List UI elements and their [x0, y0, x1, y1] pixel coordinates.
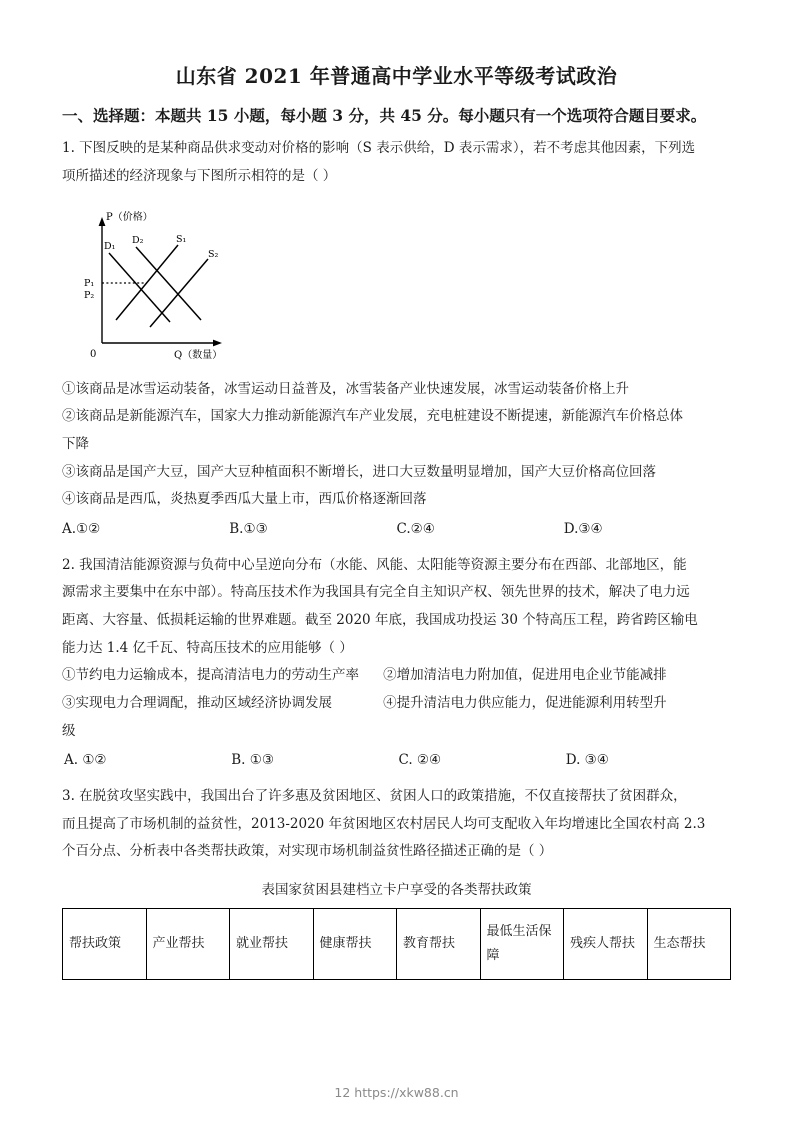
question-1-option-3: ③该商品是国产大豆，国产大豆种植面积不断增长，进口大豆数量明显增加，国产大豆价格高位回落	[62, 463, 656, 480]
question-2-stem-line-2: 源需求主要集中在东中部）。特高压技术作为我国具有完全自主知识产权、领先世界的技术，解决了电力远	[62, 584, 690, 601]
table-cell-industry: 产业帮扶	[146, 909, 230, 980]
question-1-stem-line-1: 1. 下图反映的是某种商品供求变动对价格的影响（S 表示供给，D 表示需求），若不考虑其他因素，下列选	[62, 140, 696, 157]
question-1-choice-c[interactable]: C.②④	[396, 520, 435, 537]
table-cell-disability: 残疾人帮扶	[564, 909, 648, 980]
supply-demand-svg	[62, 207, 322, 367]
question-1-choice-d[interactable]: D.③④	[563, 520, 603, 537]
question-2-choice-a[interactable]: A. ①②	[64, 752, 107, 769]
question-3-stem-line-2: 而且提高了市场机制的益贫性，2013-2020 年贫困地区农村居民人均可支配收入年均增速比全国农村高 2.3	[62, 815, 706, 832]
question-2-options-row-1	[62, 662, 731, 690]
question-3-stem-line-1: 3. 在脱贫攻坚实践中，我国出台了许多惠及贫困地区、贫困人口的政策措施，不仅直接帮扶了贫困群众，	[62, 788, 687, 804]
supply-demand-figure	[62, 207, 731, 372]
question-2	[62, 552, 731, 775]
section-heading: 一、选择题：本题共 15 小题，每小题 3 分，共 45 分。每小题只有一个选项符合题目要求。	[62, 106, 707, 125]
table-row	[63, 909, 731, 980]
question-2-stem-line-4: 能力达 1.4 亿千瓦、特高压技术的应用能够（ ）	[62, 639, 353, 656]
table-cell-employment: 就业帮扶	[230, 909, 314, 980]
question-2-option-2: ②增加清洁电力附加值，促进用电企业节能减排	[383, 667, 667, 684]
question-1-option-1: ①该商品是冰雪运动装备，冰雪运动日益普及，冰雪装备产业快速发展，冰雪运动装备价格上升	[62, 380, 629, 397]
question-2-option-3: ③实现电力合理调配，推动区域经济协调发展	[62, 694, 332, 711]
table-cell-education: 教育帮扶	[397, 909, 481, 980]
question-1	[62, 135, 731, 543]
question-2-choice-b[interactable]: B. ①③	[231, 752, 274, 769]
question-1-option-2-cont: 下降	[62, 435, 89, 452]
question-1-option-2: ②该商品是新能源汽车，国家大力推动新能源汽车产业发展，充电桩建设不断提速，新能源汽车价格总体	[62, 408, 683, 425]
svg-text:S₂: S₂	[208, 248, 219, 260]
svg-text:S₁: S₁	[176, 233, 187, 245]
question-2-options-row-2	[62, 690, 731, 718]
svg-text:Q（数量）: Q（数量）	[174, 349, 223, 361]
question-2-option-4: ④提升清洁电力供应能力，促进能源利用转型升	[383, 694, 667, 711]
question-2-choice-c[interactable]: C. ②④	[398, 752, 442, 769]
question-1-stem-line-2: 项所描述的经济现象与下图所示相符的是（ ）	[62, 167, 337, 184]
question-1-options	[62, 376, 731, 514]
question-1-choices	[62, 516, 731, 544]
footer-watermark: 12 https://xkw88.cn	[334, 1085, 459, 1100]
question-3	[62, 783, 731, 980]
table-cell-minimum-living: 最低生活保障	[480, 909, 564, 980]
table-caption: 表国家贫困县建档立卡户享受的各类帮扶政策	[261, 882, 532, 899]
question-2-choices	[62, 747, 731, 775]
page-content	[0, 135, 793, 980]
question-2-option-1: ①节约电力运输成本，提高清洁电力的劳动生产率	[62, 667, 359, 684]
svg-text:P（价格）: P（价格）	[106, 211, 153, 223]
table-cell-health: 健康帮扶	[313, 909, 397, 980]
table-cell-ecology: 生态帮扶	[647, 909, 731, 980]
svg-text:P₂: P₂	[84, 289, 95, 301]
question-2-option-4-cont: 级	[62, 722, 76, 739]
question-2-stem-line-3: 距离、大容量、低损耗运输的世界难题。截至 2020 年底，我国成功投运 30 个特高压工程，跨省跨区输电	[62, 611, 698, 628]
table-cell-policy-label: 帮扶政策	[63, 909, 147, 980]
page-title: 山东省 2021 年普通高中学业水平等级考试政治	[175, 64, 618, 88]
question-1-choice-a[interactable]: A.①②	[62, 520, 101, 537]
svg-text:0: 0	[90, 348, 97, 360]
question-3-stem-line-3: 个百分点、分析表中各类帮扶政策，对实现市场机制益贫性路径描述正确的是（ ）	[62, 843, 553, 860]
question-1-option-4: ④该商品是西瓜，炎热夏季西瓜大量上市，西瓜价格逐渐回落	[62, 491, 427, 508]
svg-text:P₁: P₁	[84, 277, 95, 289]
svg-text:D₁: D₁	[104, 240, 116, 252]
question-1-choice-b[interactable]: B.①③	[229, 520, 268, 537]
question-2-stem-line-1: 2. 我国清洁能源资源与负荷中心呈逆向分布（水能、风能、太阳能等资源主要分布在西部、北部地区，能	[62, 556, 687, 573]
assistance-policy-table	[62, 908, 731, 980]
svg-text:D₂: D₂	[132, 234, 144, 246]
question-2-choice-d[interactable]: D. ③④	[565, 752, 609, 769]
